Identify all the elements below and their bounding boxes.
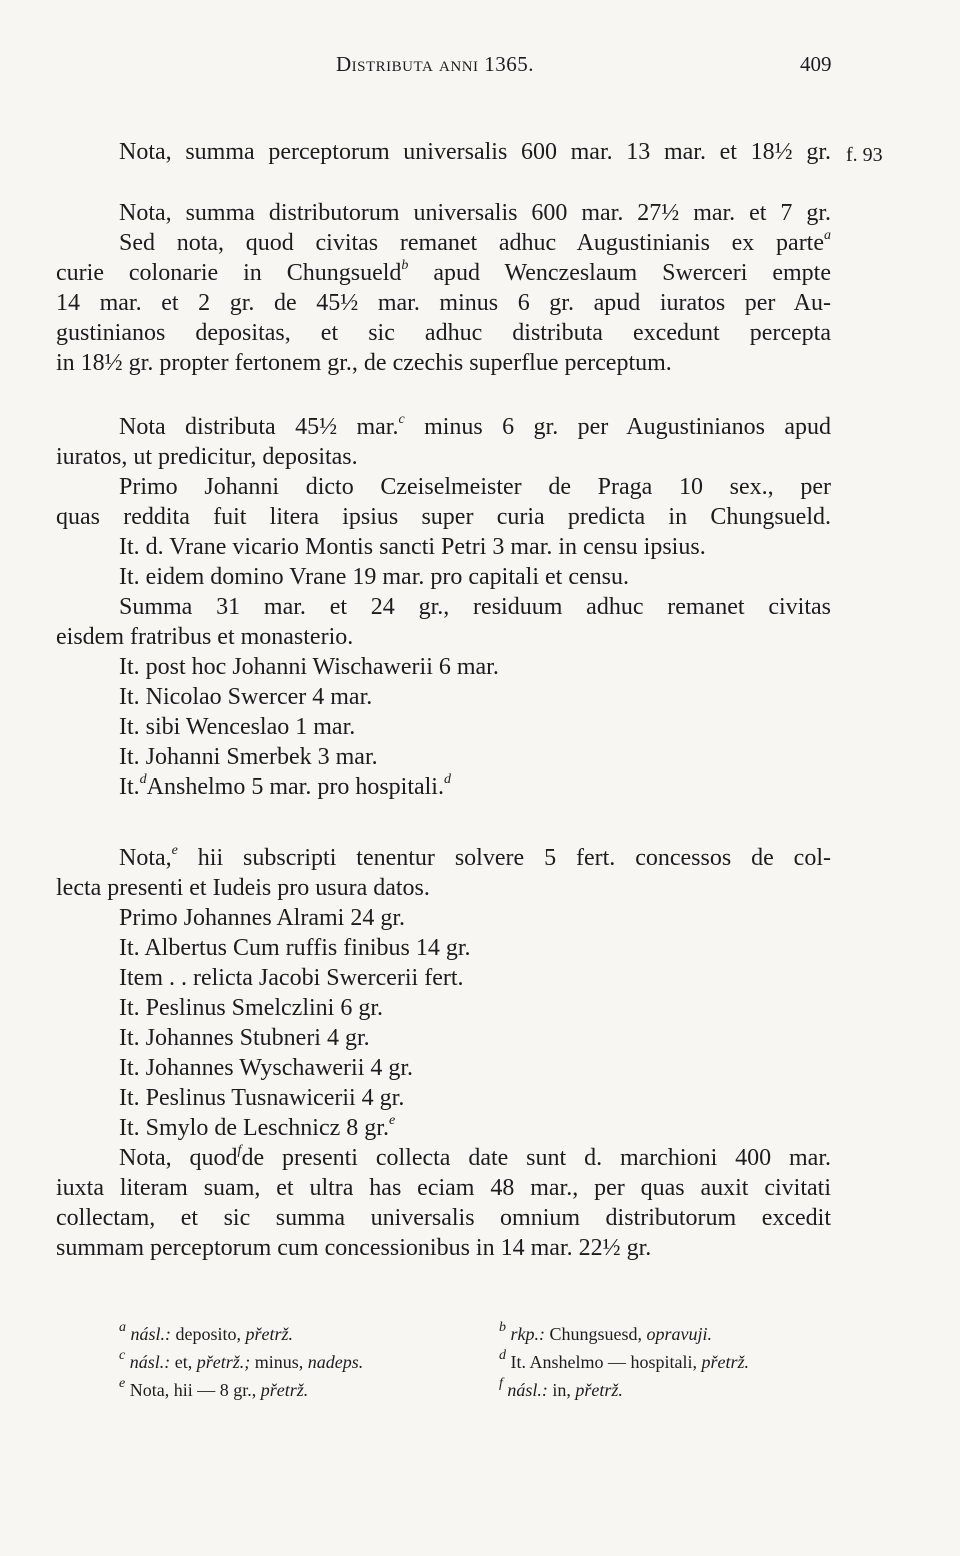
footnote-ref: e	[388, 1113, 396, 1128]
paragraph-perceptorum	[119, 137, 831, 167]
footnote-d: $^d$ It. Anshelmo — hospitali, přetrž.	[499, 1348, 750, 1372]
text-line: It. eidem domino Vrane 19 mar. pro capitali et censu.	[119, 564, 629, 590]
running-header: Distributa anni 1365.	[336, 52, 535, 76]
paragraph-distributorum	[56, 198, 831, 378]
text-line: It. Smylo de Leschnicz 8 gr.$^e$	[119, 1113, 396, 1141]
text-line: iuratos, ut predicitur, depositas.	[56, 444, 358, 470]
footnote-a: $^a$ násl.: deposito, přetrž.	[119, 1320, 294, 1344]
text-line: Nota, quod$^f$de presenti collecta date sunt d. marchioni 400 mar.	[119, 1143, 832, 1171]
text-line: Nota distributa 45½ mar.$^c$ minus 6 gr. per Augustinianos apud	[119, 412, 832, 440]
footnote-ref: e	[171, 843, 178, 858]
text-line: It. Johannes Wyschawerii 4 gr.	[119, 1055, 414, 1081]
text-line: in 18½ gr. propter fertonem gr., de czechis superflue perceptum.	[56, 350, 672, 376]
text-line: It. Nicolao Swercer 4 mar.	[119, 684, 373, 710]
text-line: 14 mar. et 2 gr. de 45½ mar. minus 6 gr. apud iuratos per Au-	[56, 290, 831, 316]
text-line: It. Peslinus Tusnawicerii 4 gr.	[119, 1085, 405, 1111]
text-line: It. Johanni Smerbek 3 mar.	[119, 744, 378, 770]
text-line: summam perceptorum cum concessionibus in 14 mar. 22½ gr.	[56, 1235, 652, 1261]
text-line: It. Albertus Cum ruffis finibus 14 gr.	[119, 935, 471, 961]
text-line: Summa 31 mar. et 24 gr., residuum adhuc remanet civitas	[119, 594, 831, 620]
text-line: Item . . relicta Jacobi Swercerii fert.	[119, 965, 464, 991]
text-line: lecta presenti et Iudeis pro usura datos.	[56, 875, 430, 901]
text-line: collectam, et sic summa universalis omnium distributorum excedit	[56, 1205, 831, 1231]
footnote-e: $^e$ Nota, hii — 8 gr., přetrž.	[119, 1376, 309, 1400]
footnote-f: $^f$ násl.: in, přetrž.	[499, 1376, 623, 1400]
footnote-ref: b	[401, 258, 409, 273]
text-line: Primo Johannes Alrami 24 gr.	[119, 905, 405, 931]
text-line: Primo Johanni dicto Czeiselmeister de Praga 10 sex., per	[119, 474, 831, 500]
text-line: iuxta literam suam, et ultra has eciam 48 mar., per quas auxit civitati	[56, 1175, 831, 1201]
text-line: It.$^d$Anshelmo 5 mar. pro hospitali.$^d$	[119, 772, 451, 800]
text-line: Nota,$^e$ hii subscripti tenentur solvere 5 fert. concessos de col-	[119, 843, 831, 871]
text-line: eisdem fratribus et monasterio.	[56, 624, 354, 650]
footnote-ref: a	[824, 228, 831, 243]
footnote-ref: c	[398, 412, 405, 427]
footnote-b: $^b$ rkp.: Chungsuesd, opravuji.	[499, 1320, 713, 1344]
paragraph-subscripti	[56, 843, 832, 1263]
text-line: Nota, summa perceptorum universalis 600 mar. 13 mar. et 18½ gr.	[119, 139, 831, 165]
text-line: Nota, summa distributorum universalis 600 mar. 27½ mar. et 7 gr.	[119, 200, 831, 226]
footnote-c: $^c$ násl.: et, přetrž.; minus, nadeps.	[119, 1348, 364, 1372]
paragraph-distributa	[56, 412, 832, 802]
footnote-ref: d	[443, 772, 451, 787]
text-line: It. sibi Wenceslao 1 mar.	[119, 714, 356, 740]
text-line: It. post hoc Johanni Wischawerii 6 mar.	[119, 654, 499, 680]
text-line: curie colonarie in Chungsueld$^b$ apud Wenczeslaum Swerceri empte	[56, 258, 831, 286]
text-line: It. Peslinus Smelczlini 6 gr.	[119, 995, 383, 1021]
footnote-ref: f	[237, 1143, 242, 1158]
folio-marker: f. 93	[846, 144, 883, 166]
text-line: It. Johannes Stubneri 4 gr.	[119, 1025, 370, 1051]
footnote-ref: d	[139, 772, 147, 787]
text-line: quas reddita fuit litera ipsius super curia predicta in Chungsueld.	[56, 504, 831, 530]
text-line: gustinianos depositas, et sic adhuc distributa excedunt percepta	[56, 320, 831, 346]
text-line: Sed nota, quod civitas remanet adhuc Augustinianis ex parte$^a$	[119, 228, 831, 256]
page-number: 409	[800, 52, 832, 76]
text-line: It. d. Vrane vicario Montis sancti Petri 3 mar. in censu ipsius.	[119, 534, 706, 560]
